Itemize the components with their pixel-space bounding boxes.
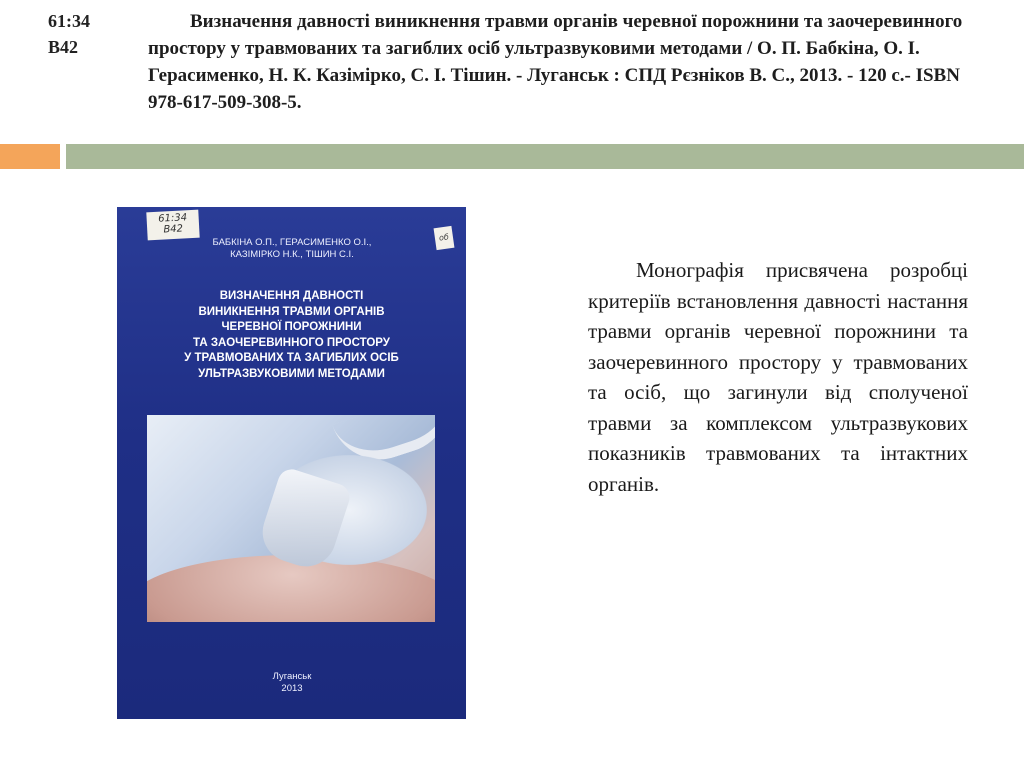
divider-orange [0, 144, 60, 169]
divider-green [66, 144, 1024, 169]
book-description: Монографія присвячена розробці критеріїв встановлення давності настання травми органів черевної порожнини та заочеревинного простору у травмованих та осіб, що загинули від сполученої травми за комплексом ультразвукових показників травмованих та інтактних органів. [588, 258, 968, 496]
cover-authors: БАБКІНА О.П., ГЕРАСИМЕНКО О.І., КАЗІМІРКО Н.К., ТІШИН С.І. [212, 237, 372, 260]
cover-imprint: Луганськ 2013 [272, 671, 312, 694]
cover-title: ВИЗНАЧЕННЯ ДАВНОСТІ ВИНИКНЕННЯ ТРАВМИ ОРГАНІВ ЧЕРЕВНОЇ ПОРОЖНИНИ ТА ЗАОЧЕРЕВИННОГО ПРОСТОРУ У ТРАВМОВАНИХ ТА ЗАГИБЛИХ ОСІБ УЛЬТРАЗВУКОВИМИ МЕТОДАМИ [184, 290, 399, 380]
cover-ultrasound-photo [147, 415, 435, 622]
cover-library-sticker: 61:34 В42 [146, 210, 199, 241]
bibliographic-citation: Визначення давності виникнення травми органів черевної порожнини та заочеревинного простору у травмованих та загиблих осіб ультразвуковими методами / О. П. Бабкіна, О. І. Герасименко, Н. К. Казімірко, С. І. Тішин. - Луганськ : СПД Рєзніков В. С., 2013. - 120 с.- ISBN 978-617-509-308-5. [148, 11, 963, 113]
call-number-line2: В42 [48, 37, 79, 57]
book-cover-image [117, 207, 466, 719]
cover-small-sticker: об [434, 226, 455, 250]
patient-skin [147, 555, 435, 622]
call-number [48, 8, 90, 60]
call-number-line1: 61:34 [48, 11, 90, 31]
